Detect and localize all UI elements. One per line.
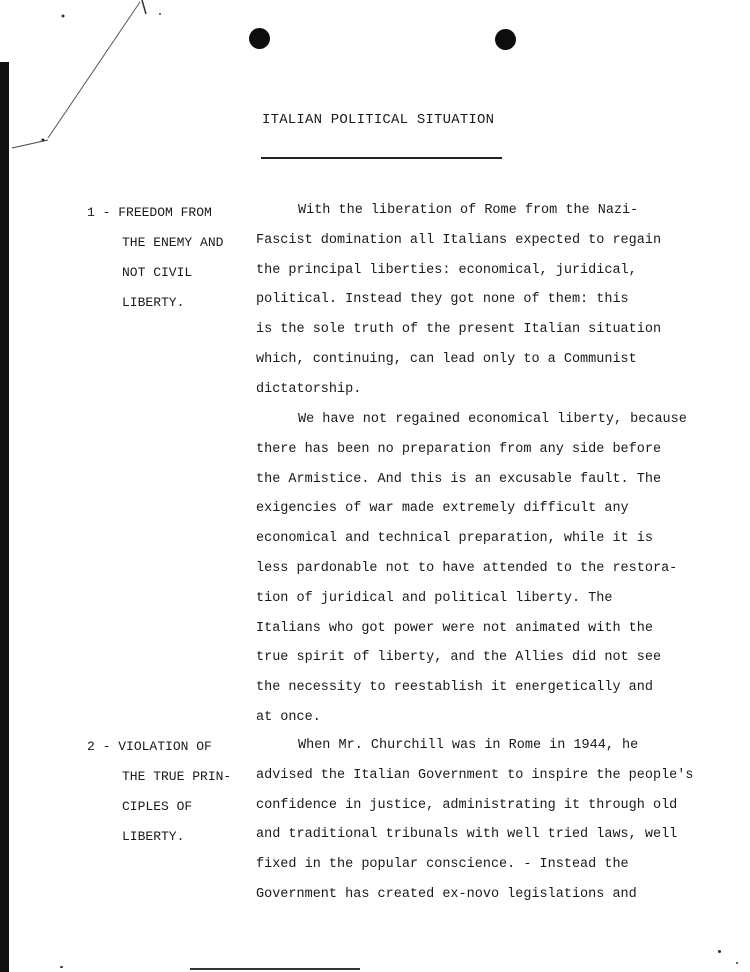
section-2-heading-line-1: 2 - VIOLATION OF [87, 739, 212, 754]
text-line: advised the Italian Government to inspire the people's [256, 767, 694, 783]
text-line: Government has created ex-novo legislations and [256, 886, 637, 902]
document-title: ITALIAN POLITICAL SITUATION [262, 112, 495, 128]
section-2-heading [87, 732, 231, 852]
text-line: at once. [256, 709, 321, 725]
text-line: is the sole truth of the present Italian situation [256, 322, 662, 338]
scan-speck [736, 962, 738, 964]
text-line: political. Instead they got none of them: this [256, 292, 629, 308]
section-2-heading-line-3: CIPLES OF [122, 799, 193, 814]
section-1-paragraph-2 [256, 405, 687, 733]
section-1-number: 1 - [87, 205, 111, 220]
text-line: which, continuing, can lead only to a Communist [256, 351, 637, 367]
text-line: dictatorship. [256, 381, 362, 397]
section-1-heading [87, 198, 223, 318]
text-line: With the liberation of Rome from the Nazi- [298, 203, 639, 218]
section-2-paragraph-1 [256, 731, 693, 910]
text-line: the principal liberties: economical, juridical, [256, 262, 637, 278]
text-line: the Armistice. And this is an excusable fault. The [256, 471, 662, 487]
section-1-heading-line-2: THE ENEMY AND [122, 235, 224, 250]
text-line: tion of juridical and political liberty. The [256, 590, 613, 606]
text-line: We have not regained economical liberty, because [298, 412, 687, 427]
scan-speck [718, 950, 721, 953]
text-line: confidence in justice, administrating it through old [256, 797, 678, 813]
section-2-number: 2 - [87, 739, 111, 754]
text-line: and traditional tribunals with well tried laws, well [256, 827, 678, 843]
title-underline [261, 157, 502, 159]
text-line: exigencies of war made extremely difficult any [256, 501, 629, 517]
section-1-paragraph-1 [256, 196, 661, 405]
section-2-heading-line-2: THE TRUE PRIN- [122, 769, 232, 784]
text-line: there has been no preparation from any side before [256, 441, 662, 457]
section-1-heading-line-3: NOT CIVIL [122, 265, 193, 280]
section-2-heading-line-4: LIBERTY. [122, 829, 185, 844]
text-line: fixed in the popular conscience. - Instead the [256, 857, 629, 873]
text-line: true spirit of liberty, and the Allies did not see [256, 650, 662, 666]
section-1-heading-line-4: LIBERTY. [122, 295, 185, 310]
section-1-heading-line-1: 1 - FREEDOM FROM [87, 205, 212, 220]
bottom-rule [190, 968, 360, 970]
text-line: the necessity to reestablish it energetically and [256, 680, 653, 696]
text-line: Italians who got power were not animated with the [256, 620, 653, 636]
text-line: economical and technical preparation, while it is [256, 531, 653, 547]
text-line: When Mr. Churchill was in Rome in 1944, he [298, 738, 639, 753]
text-line: Fascist domination all Italians expected to regain [256, 232, 662, 248]
text-line: less pardonable not to have attended to the restora- [256, 560, 678, 576]
scan-speck [60, 966, 63, 968]
